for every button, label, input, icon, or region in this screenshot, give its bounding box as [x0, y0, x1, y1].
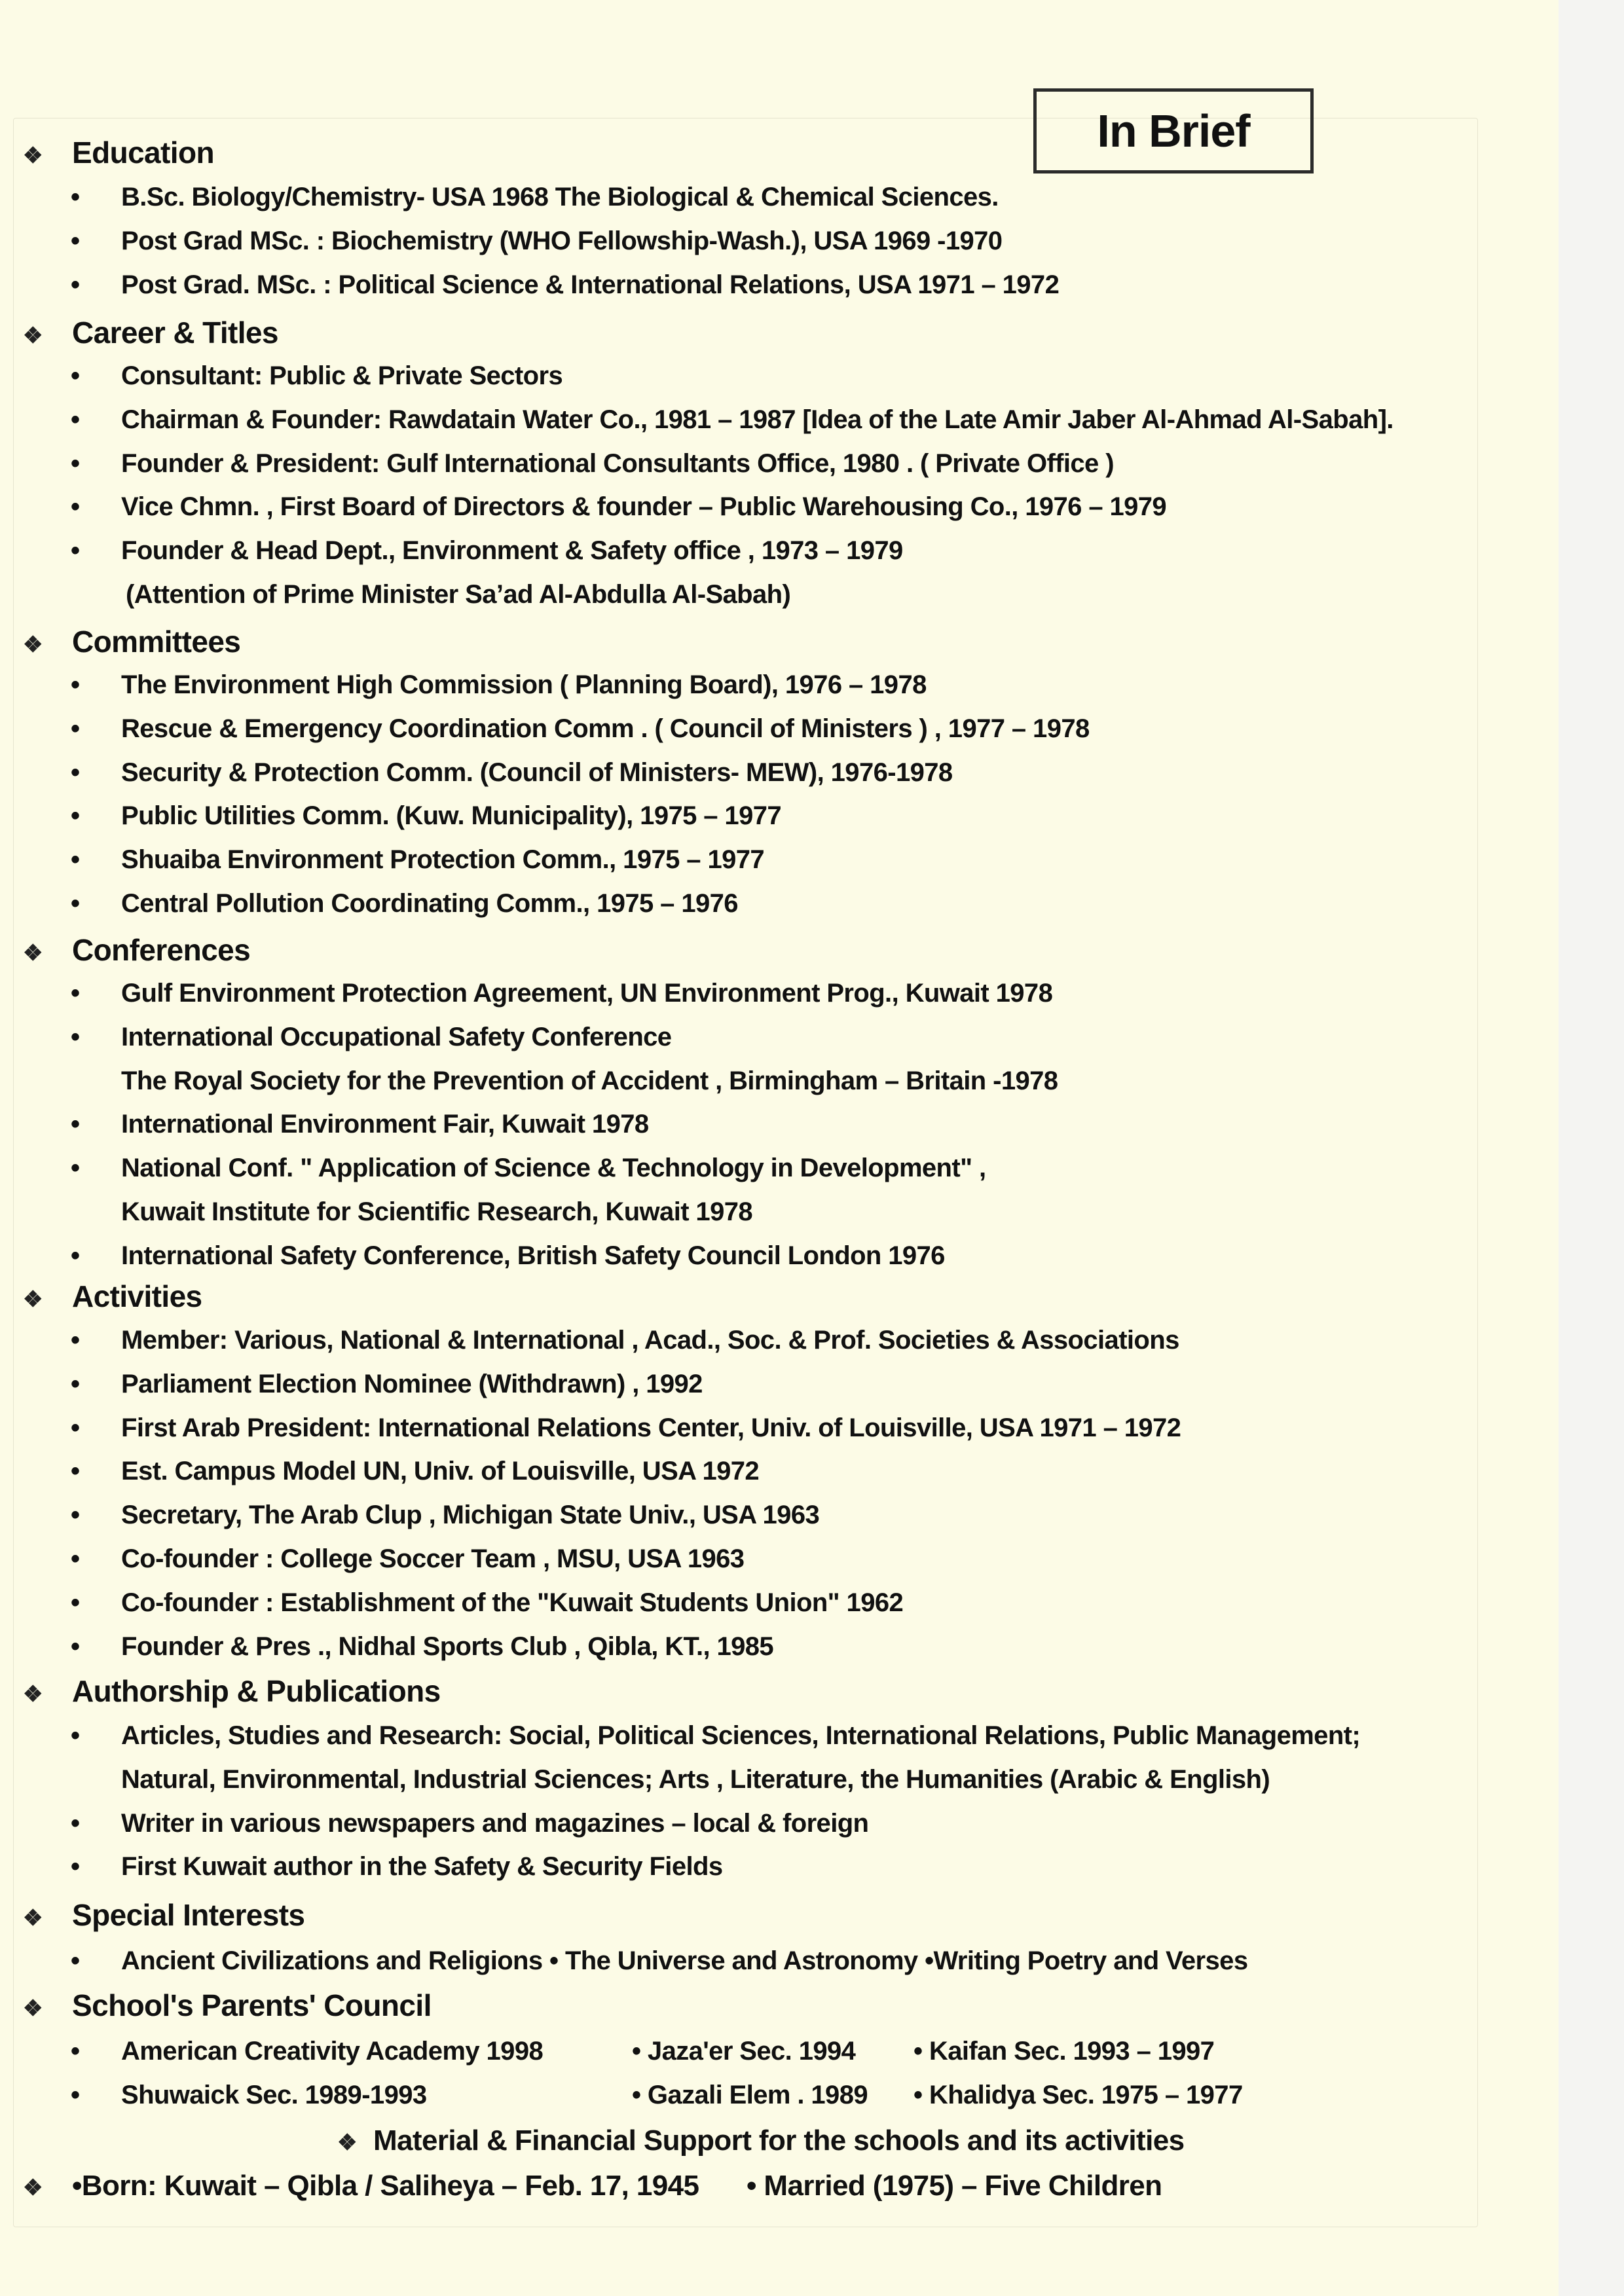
list-item-text: Vice Chmn. , First Board of Directors & founder – Public Warehousing Co., 1976 – 1979	[121, 492, 1167, 522]
list-item-text: Secretary, The Arab Clup , Michigan State Univ., USA 1963	[121, 1501, 820, 1530]
bullet-icon: •	[71, 2080, 80, 2109]
bullet-icon: •	[71, 1326, 80, 1355]
section-heading-text: Education	[72, 136, 214, 170]
section-marker-icon: ❖	[23, 632, 43, 657]
list-item-text: • Gazali Elem . 1989	[632, 2080, 868, 2109]
bullet-icon: •	[71, 1110, 80, 1139]
list-item-text: Rescue & Emergency Coordination Comm . ( Council of Ministers ) , 1977 – 1978	[121, 714, 1090, 743]
list-item-text: (Attention of Prime Minister Sa’ad Al-Abdulla Al-Sabah)	[126, 580, 791, 609]
list-item-text: Founder & President: Gulf International Consultants Office, 1980 . ( Private Office )	[121, 448, 1114, 478]
list-item-text: International Environment Fair, Kuwait 1978	[121, 1110, 649, 1139]
page-title: In Brief	[1033, 88, 1314, 173]
bullet-icon: •	[71, 2037, 80, 2066]
list-item-text: Shuwaick Sec. 1989-1993	[121, 2080, 427, 2109]
bullet-icon: •	[71, 270, 80, 299]
bullet-icon: •	[71, 448, 80, 478]
bullet-icon: •	[71, 801, 80, 831]
section-heading-text: Special Interests	[72, 1898, 305, 1932]
section-marker-icon: ❖	[23, 2176, 43, 2200]
list-item-text: Member: Various, National & International , Acad., Soc. & Prof. Societies & Associations	[121, 1326, 1179, 1355]
bullet-icon: •	[71, 405, 80, 434]
section-marker-icon: ❖	[23, 143, 43, 168]
section-marker-icon: ❖	[23, 941, 43, 966]
list-item-text: Natural, Environmental, Industrial Sciences; Arts , Literature, the Humanities (Arabic & English)	[121, 1764, 1270, 1794]
list-item-text: National Conf. " Application of Science & Technology in Development" ,	[121, 1154, 986, 1183]
list-item-text: Kuwait Institute for Scientific Research, Kuwait 1978	[121, 1197, 753, 1226]
section-heading-text: Conferences	[72, 933, 251, 967]
bullet-icon: •	[71, 757, 80, 787]
bullet-icon: •	[71, 1588, 80, 1617]
section-heading-text: Committees	[72, 625, 241, 659]
list-item-text: International Occupational Safety Conference	[121, 1022, 672, 1051]
bullet-icon: •	[71, 845, 80, 875]
list-item-text: Post Grad. MSc. : Political Science & International Relations, USA 1971 – 1972	[121, 270, 1060, 299]
list-item-text: Central Pollution Coordinating Comm., 1975 – 1976	[121, 889, 738, 918]
list-item-text: American Creativity Academy 1998	[121, 2037, 544, 2066]
list-item-text: Co-founder : Establishment of the "Kuwait Students Union" 1962	[121, 1588, 904, 1617]
list-item-text: First Kuwait author in the Safety & Security Fields	[121, 1852, 723, 1882]
bullet-icon: •	[71, 1631, 80, 1661]
list-item-text: B.Sc. Biology/Chemistry- USA 1968 The Biological & Chemical Sciences.	[121, 183, 999, 211]
list-item-text: Writer in various newspapers and magazines – local & foreign	[121, 1808, 869, 1838]
list-item-text: Public Utilities Comm. (Kuw. Municipality), 1975 – 1977	[121, 801, 782, 831]
list-item-text: Consultant: Public & Private Sectors	[121, 361, 563, 390]
bullet-icon: •	[71, 1501, 80, 1530]
bullet-icon: •	[71, 1808, 80, 1838]
list-item-text: Gulf Environment Protection Agreement, UN Environment Prog., Kuwait 1978	[121, 979, 1053, 1008]
bullet-icon: •	[71, 1369, 80, 1398]
bullet-icon: •	[71, 1154, 80, 1183]
section-marker-icon: ❖	[23, 323, 43, 348]
bullet-icon: •	[71, 1946, 80, 1975]
bullet-icon: •	[71, 536, 80, 566]
bullet-icon: •	[71, 979, 80, 1008]
list-item-text: Founder & Pres ., Nidhal Sports Club , Qibla, KT., 1985	[121, 1631, 774, 1661]
list-item-text: Parliament Election Nominee (Withdrawn) , 1992	[121, 1369, 703, 1398]
bullet-icon: •	[71, 1413, 80, 1442]
section-heading-text: School's Parents' Council	[72, 1988, 432, 2022]
section-marker-icon: ❖	[23, 1906, 43, 1931]
list-item-text: • Khalidya Sec. 1975 – 1977	[913, 2080, 1243, 2109]
list-item-text: Post Grad MSc. : Biochemistry (WHO Fellowship-Wash.), USA 1969 -1970	[121, 226, 1003, 255]
list-item-text: Shuaiba Environment Protection Comm., 1975 – 1977	[121, 845, 765, 875]
section-heading-text: Activities	[72, 1279, 202, 1313]
bullet-icon: •	[71, 1852, 80, 1882]
bullet-icon: •	[71, 1457, 80, 1486]
section-marker-icon: ❖	[337, 2130, 357, 2155]
scan-margin	[1559, 0, 1624, 2296]
list-item-text: Co-founder : College Soccer Team , MSU, USA 1963	[121, 1544, 745, 1573]
list-item-text: International Safety Conference, British Safety Council London 1976	[121, 1241, 945, 1270]
list-item-text: Articles, Studies and Research: Social, Political Sciences, International Relations, Public Management;	[121, 1721, 1361, 1750]
born-text: •Born: Kuwait – Qibla / Saliheya – Feb. 17, 1945	[72, 2170, 699, 2202]
list-item-text: The Environment High Commission ( Planning Board), 1976 – 1978	[121, 670, 927, 699]
bullet-icon: •	[71, 1544, 80, 1573]
list-item-text: Security & Protection Comm. (Council of Ministers- MEW), 1976-1978	[121, 757, 953, 787]
bullet-icon: •	[71, 1241, 80, 1270]
list-item-text: Est. Campus Model UN, Univ. of Louisville, USA 1972	[121, 1457, 760, 1486]
bullet-icon: •	[71, 361, 80, 390]
list-item-text: Founder & Head Dept., Environment & Safety office , 1973 – 1979	[121, 536, 903, 566]
bullet-icon: •	[71, 1721, 80, 1750]
list-item-text: • Jaza'er Sec. 1994	[632, 2037, 856, 2066]
section-marker-icon: ❖	[23, 1682, 43, 1707]
section-heading-text: Career & Titles	[72, 316, 278, 350]
list-item-text: Chairman & Founder: Rawdatain Water Co., 1981 – 1987 [Idea of the Late Amir Jaber Al-Ahmad Al-Sabah].	[121, 405, 1393, 434]
bullet-icon: •	[71, 226, 80, 255]
section-marker-icon: ❖	[23, 1996, 43, 2021]
list-item-text: First Arab President: International Relations Center, Univ. of Louisville, USA 1971 – 1972	[121, 1413, 1181, 1442]
section-marker-icon: ❖	[23, 1287, 43, 1312]
married-text: • Married (1975) – Five Children	[747, 2170, 1162, 2202]
bullet-icon: •	[71, 889, 80, 918]
section-heading-text: Authorship & Publications	[72, 1674, 441, 1708]
bullet-icon: •	[71, 714, 80, 743]
list-item-text: The Royal Society for the Prevention of Accident , Birmingham – Britain -1978	[121, 1066, 1058, 1095]
bullet-icon: •	[71, 183, 80, 211]
list-item-text: Ancient Civilizations and Religions • The Universe and Astronomy •Writing Poetry and Verses	[121, 1946, 1248, 1975]
list-item-text: • Kaifan Sec. 1993 – 1997	[913, 2037, 1215, 2066]
support-note-text: Material & Financial Support for the schools and its activities	[373, 2124, 1185, 2157]
bullet-icon: •	[71, 1022, 80, 1051]
bullet-icon: •	[71, 492, 80, 522]
bullet-icon: •	[71, 670, 80, 699]
